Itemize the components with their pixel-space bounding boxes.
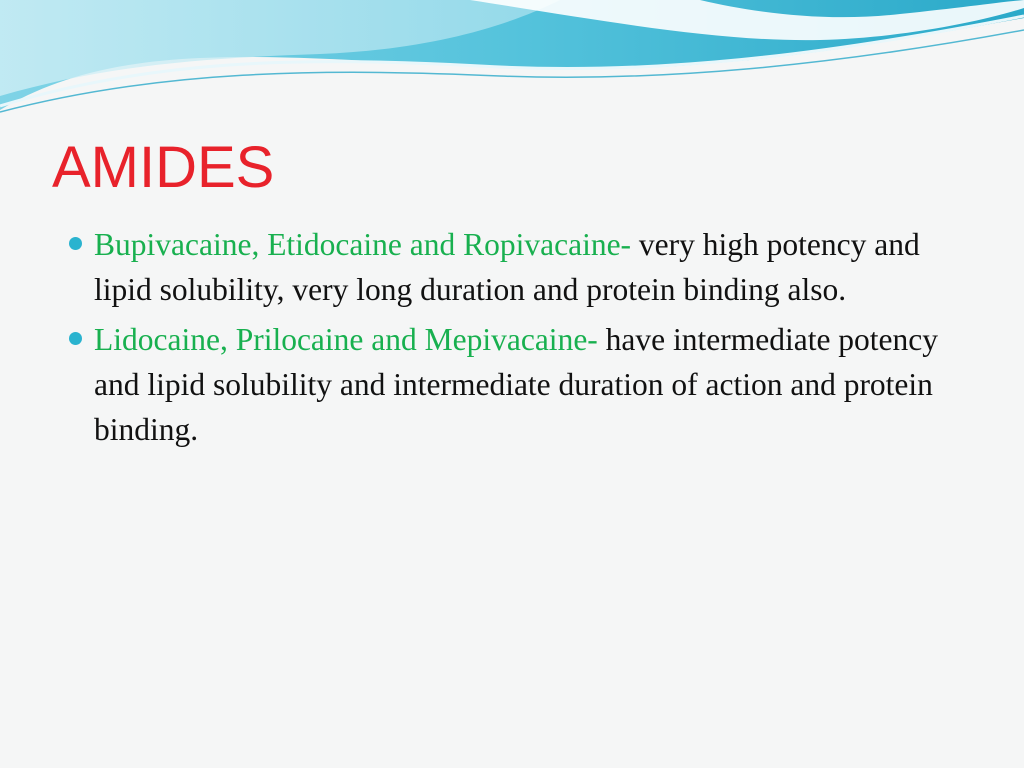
bullet-text: have intermediate potency and lipid solubility and intermediate duration of action and protein binding. [94, 322, 939, 447]
bullet-text: very high potency and lipid solubility, very long duration and protein binding also. [94, 227, 920, 307]
bullet-list [66, 222, 966, 457]
slide-title: AMIDES [52, 135, 275, 200]
bullet-dot-icon [69, 237, 82, 250]
drug-names: Lidocaine, Prilocaine and Mepivacaine- [94, 322, 598, 357]
bullet-dot-icon [69, 332, 82, 345]
header-wave-decoration [0, 0, 1024, 130]
drug-names: Bupivacaine, Etidocaine and Ropivacaine- [94, 227, 632, 262]
list-item [66, 222, 966, 312]
list-item [66, 317, 966, 452]
